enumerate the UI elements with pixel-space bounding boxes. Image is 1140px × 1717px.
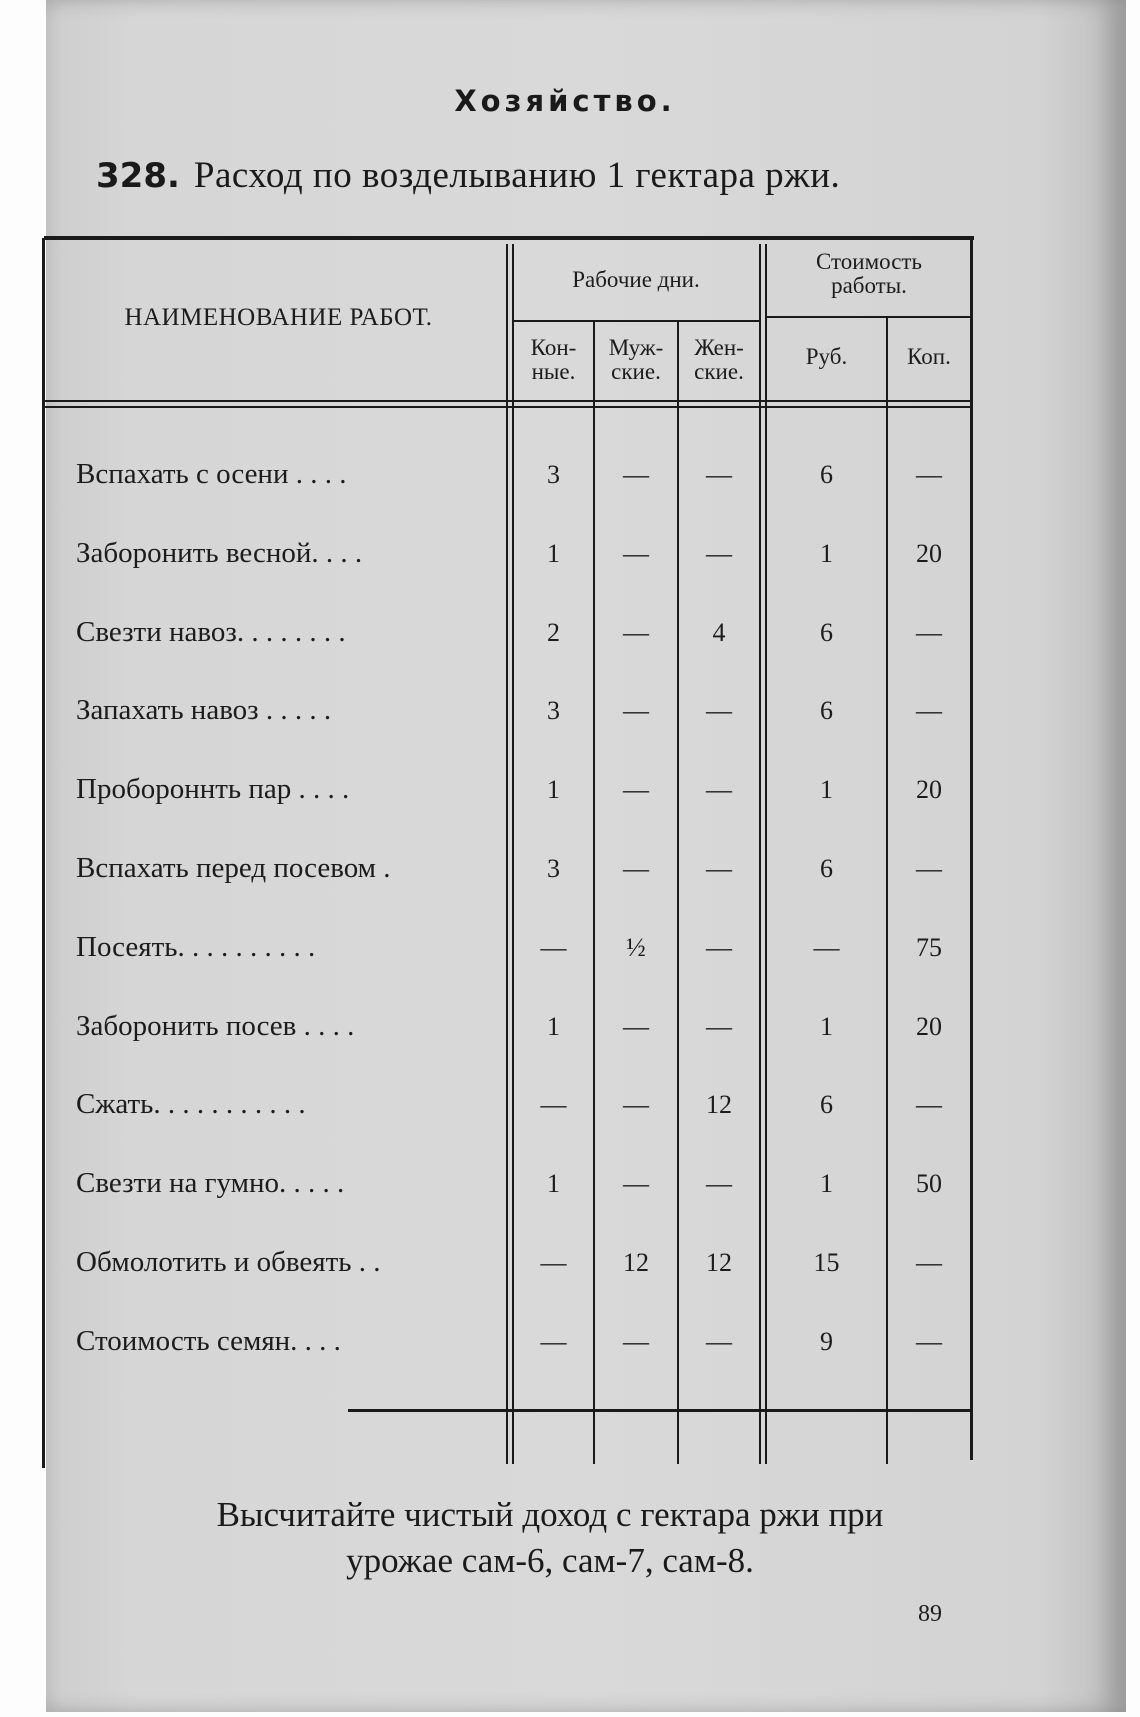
table-right-border	[970, 238, 973, 1460]
cell-men: —	[623, 775, 649, 804]
cell-rub: 6	[820, 618, 833, 647]
problem-heading	[96, 154, 840, 197]
problem-title: Расход по возделыванию 1 гектара ржи.	[193, 155, 841, 196]
cell-men: —	[623, 696, 649, 725]
question-line-1: Высчитайте чистый доход с гектара ржи при	[216, 1495, 884, 1534]
row-label: Сжать. . . . . . . . . . .	[76, 1088, 306, 1120]
cell-rub: 1	[820, 775, 833, 804]
row-label: Запахать навоз . . . . .	[76, 694, 332, 726]
cell-women: —	[706, 1169, 732, 1198]
cell-horse: 2	[547, 618, 560, 647]
cell-horse: 3	[547, 696, 560, 725]
cell-horse: 1	[547, 775, 560, 804]
cell-rub: 6	[820, 696, 833, 725]
page-number: 89	[918, 1601, 942, 1627]
horse-column-header	[514, 336, 593, 384]
header-bottom-rule-1	[44, 400, 972, 402]
row-label: Посеять. . . . . . . . . .	[76, 931, 316, 963]
cell-men: —	[623, 460, 649, 489]
header-bottom-rule-2	[44, 406, 972, 408]
cell-horse: 3	[547, 854, 560, 883]
horse-header-line2: ные.	[531, 359, 576, 385]
cell-women: —	[706, 1327, 732, 1356]
cell-men: —	[623, 539, 649, 568]
cell-women: —	[706, 775, 732, 804]
cell-kop: —	[916, 696, 942, 725]
row-label: Вспахать перед посевом .	[76, 852, 391, 884]
question-line-2: урожае сам-6, сам-7, сам-8.	[346, 1541, 754, 1580]
cell-horse: 3	[547, 460, 560, 489]
cell-rub: 6	[820, 854, 833, 883]
cell-rub: 9	[820, 1327, 833, 1356]
workdays-cost-divider-1	[759, 244, 761, 1464]
cell-women: 12	[706, 1090, 732, 1119]
table-left-border	[42, 238, 45, 1468]
workdays-group-underline	[512, 320, 760, 322]
row-label: Обмолотить и обвеять . .	[76, 1246, 381, 1278]
cell-women: 4	[712, 618, 726, 647]
workdays-group-header: Рабочие дни.	[572, 267, 700, 292]
horse-header-line1: Кон-	[530, 335, 577, 360]
cell-rub: 1	[820, 1012, 833, 1041]
cell-kop: —	[916, 1327, 942, 1356]
cell-kop: 20	[916, 1012, 942, 1041]
cell-horse: 1	[547, 1012, 560, 1041]
cell-kop: 50	[916, 1169, 942, 1198]
cell-rub: 1	[820, 1169, 833, 1198]
men-women-divider	[677, 322, 679, 1464]
cell-horse: —	[540, 1327, 567, 1356]
cell-women: —	[706, 1012, 732, 1041]
row-label: Заборонить весной. . . .	[76, 537, 363, 569]
women-header-line2: ские.	[694, 359, 744, 385]
cell-kop: —	[916, 1248, 942, 1277]
cell-men: —	[623, 1090, 649, 1119]
cell-horse: —	[540, 1248, 567, 1277]
cell-horse: 1	[547, 1169, 560, 1198]
cost-header-line2: работы.	[831, 273, 907, 299]
name-col-divider-1	[506, 244, 508, 1464]
cell-women: —	[706, 854, 732, 883]
cell-horse: —	[540, 933, 567, 962]
cell-men: —	[623, 1327, 649, 1356]
cell-women: —	[706, 933, 732, 962]
cell-kop: —	[916, 1090, 942, 1119]
section-title: Хозяйство.	[454, 84, 676, 118]
cell-rub: 1	[820, 539, 833, 568]
men-header-line2: ские.	[611, 359, 661, 385]
cell-men: 12	[623, 1248, 649, 1277]
men-header-line1: Муж-	[608, 335, 664, 360]
women-column-header	[679, 336, 759, 384]
cell-rub: 6	[820, 460, 833, 489]
row-label: Пробороннть пар . . . .	[76, 773, 350, 805]
cell-horse: 1	[547, 539, 560, 568]
cell-men: ½	[626, 933, 646, 962]
cell-horse: —	[540, 1090, 567, 1119]
cell-men: —	[623, 854, 649, 883]
cell-rub: 6	[820, 1090, 833, 1119]
cell-kop: —	[916, 618, 942, 647]
cost-group-underline	[766, 316, 972, 318]
rub-column-header: Руб.	[805, 344, 848, 369]
row-label: Стоимость семян. . . .	[76, 1325, 341, 1357]
name-column-header: НАИМЕНОВАНИЕ РАБОТ.	[124, 304, 433, 331]
row-label: Заборонить посев . . . .	[76, 1010, 355, 1042]
cost-header-line1: Стоимость	[816, 249, 922, 274]
table-top-border	[44, 236, 974, 240]
cell-kop: 20	[916, 775, 942, 804]
row-label: Свезти на гумно. . . . .	[76, 1167, 345, 1199]
cell-kop: —	[916, 854, 942, 883]
men-column-header	[595, 336, 677, 384]
cost-group-header	[766, 250, 972, 298]
cell-women: 12	[706, 1248, 732, 1277]
cell-kop: —	[916, 460, 942, 489]
cell-rub: —	[813, 933, 840, 962]
exercise-question	[0, 1492, 1100, 1584]
cell-men: —	[623, 618, 649, 647]
cell-rub: 15	[813, 1248, 840, 1277]
row-label: Свезти навоз. . . . . . . .	[76, 616, 346, 648]
horse-men-divider	[593, 322, 595, 1464]
cell-women: —	[706, 539, 732, 568]
women-header-line1: Жен-	[694, 335, 744, 360]
cell-men: —	[623, 1169, 649, 1198]
kop-column-header: Коп.	[907, 344, 951, 369]
total-rule	[348, 1409, 972, 1412]
problem-number: 328.	[96, 156, 180, 196]
row-label: Вспахать с осени . . . .	[76, 458, 347, 490]
cell-men: —	[623, 1012, 649, 1041]
cell-kop: 20	[916, 539, 942, 568]
cell-kop: 75	[916, 933, 942, 962]
cell-women: —	[706, 696, 732, 725]
cell-women: —	[706, 460, 732, 489]
